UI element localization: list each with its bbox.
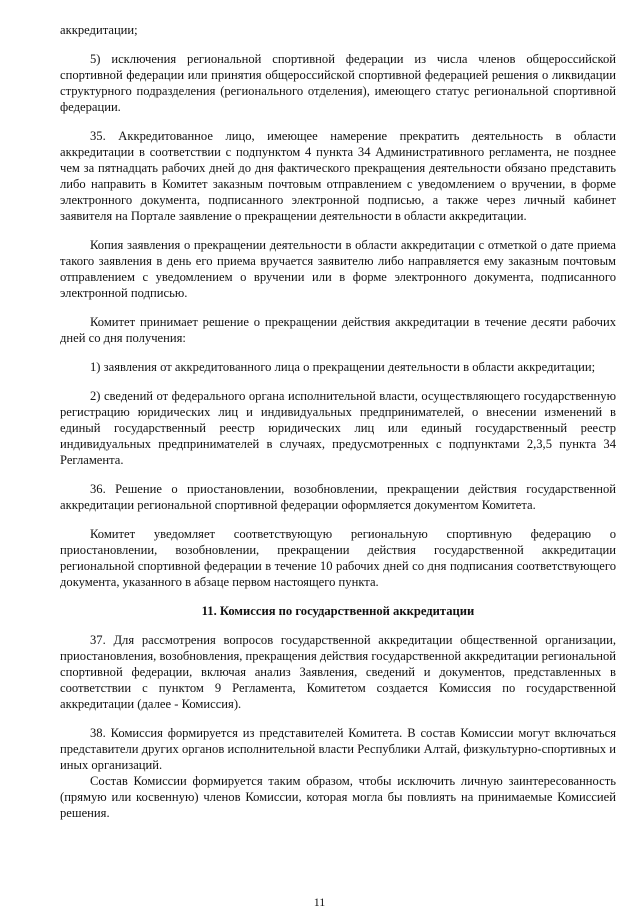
paragraph-subitem-2: 2) сведений от федерального органа исполнительной власти, осуществляющего государственную регистрацию юридических лиц и индивидуальных предпринимателей, о внесении изменений в единый государственный реестр юридических лиц или единый государственный реестр индивидуальных предпринимателей в случаях, предусмотренных с подпунктами 2,3,5 пункта 34 Регламента. (60, 389, 616, 467)
paragraph-committee-decision: Комитет принимает решение о прекращении действия аккредитации в течение десяти рабочих дней со дня получения: (60, 315, 616, 345)
paragraph-committee-notifies: Комитет уведомляет соответствующую региональную спортивную федерацию о приостановлении, возобновлении, прекращении действия государственной аккредитации региональной спортивной федерации в течение 10 рабочих дней со дня подписания соответствующего документа, указанного в абзаце первом настоящего пункта. (60, 527, 616, 589)
page-number: 11 (313, 895, 326, 909)
paragraph-commission-composition: Состав Комиссии формируется таким образом, чтобы исключить личную заинтересованность (прямую или косвенную) членов Комиссии, которая могла бы повлиять на принимаемые Комиссией решения. (60, 774, 616, 820)
paragraph-38: 38. Комиссия формируется из представителей Комитета. В состав Комиссии могут включаться представители других органов исполнительной власти Республики Алтай, физкультурно-спортивных и иных организаций. (60, 726, 616, 772)
paragraph-36: 36. Решение о приостановлении, возобновлении, прекращении действия государственной аккредитации региональной спортивной федерации оформляется документом Комитета. (60, 482, 616, 512)
paragraph-continuation: аккредитации; (60, 23, 138, 37)
paragraph-37: 37. Для рассмотрения вопросов государственной аккредитации общественной организации, приостановления, возобновления, прекращения действия государственной аккредитации региональной спортивной федерации, включая анализ Заявления, сведений и документов, представленных в соответствии с пунктом 9 Регламента, Комитетом создается Комиссия по государственной аккредитации (далее - Комиссия). (60, 633, 616, 711)
paragraph-copy-of-application: Копия заявления о прекращении деятельности в области аккредитации с отметкой о дате приема такого заявления в день его приема вручается заявителю либо направляется ему заказным почтовым отправлением с уведомлением о вручении или в форме электронного документа, подписанного электронной подписью. (60, 238, 616, 300)
paragraph-subitem-1: 1) заявления от аккредитованного лица о прекращении деятельности в области аккредитации; (90, 360, 596, 374)
paragraph-35: 35. Аккредитованное лицо, имеющее намерение прекратить деятельность в области аккредитации в соответствии с подпунктом 4 пункта 34 Административного регламента, не позднее чем за пятнадцать рабочих дней до дня фактического прекращения деятельности обязано представить либо направить в Комитет заказным почтовым отправлением с уведомлением о вручении, в форме электронного документа, подписанного электронной подписью, а также через личный кабинет заявителя на Портале заявление о прекращении деятельности в области аккредитации. (60, 129, 616, 223)
section-heading: 11. Комиссия по государственной аккредитации (201, 604, 475, 618)
document-body (60, 22, 616, 834)
paragraph-item-5: 5) исключения региональной спортивной федерации из числа членов общероссийской спортивной федерации или принятия общероссийской спортивной федерацией решения о ликвидации структурного подразделения (регионального отделения), имеющего статус региональной спортивной федерации. (60, 52, 616, 114)
